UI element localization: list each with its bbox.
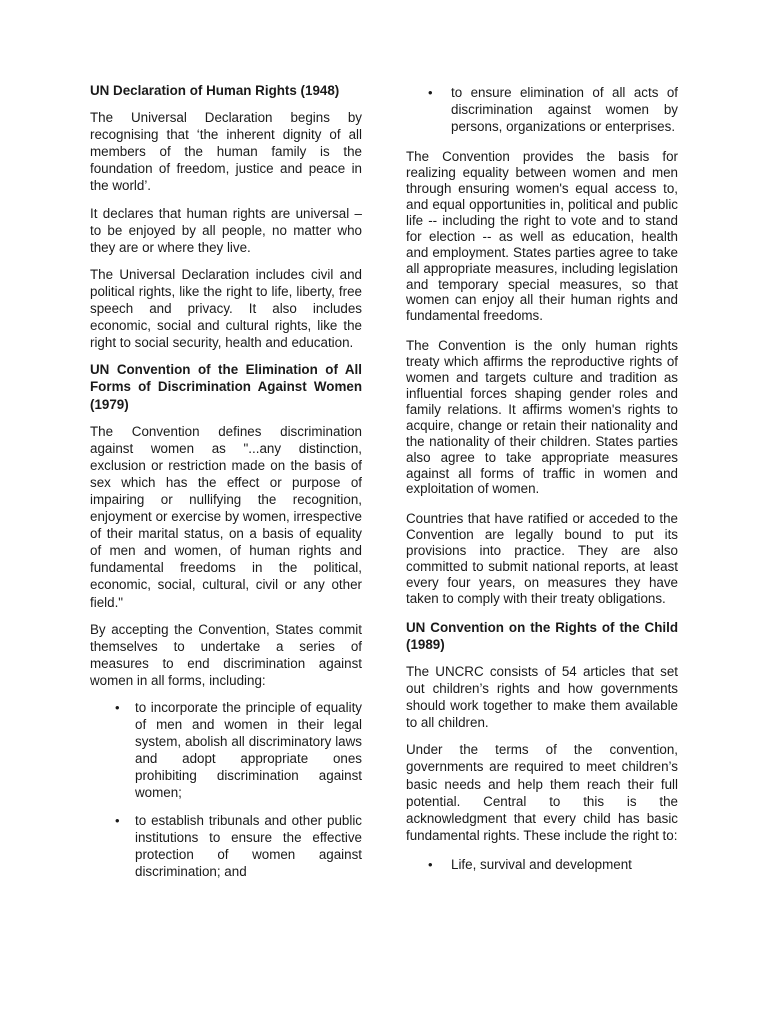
paragraph: The Convention defines discrimination against women as "...any distinction, exclusion or restriction made on the basis of sex which has the effect or purpose of impairing or nullifying the recognition, enjoyment or exercise by women, irrespective of their marital status, on a basis of equality of men and women, of human rights and fundamental freedoms in the political, economic, social, cultural, civil or any other field."	[90, 423, 362, 610]
bullet-icon: •	[115, 700, 120, 715]
heading-uncrc: UN Convention on the Rights of the Child (1989)	[406, 619, 678, 652]
list-item	[90, 812, 362, 880]
bullet-list	[90, 699, 362, 880]
left-column	[90, 82, 362, 890]
list-item-text: to ensure elimination of all acts of discrimination against women by persons, organizations or enterprises.	[451, 85, 678, 135]
paragraph: The Convention is the only human rights treaty which affirms the reproductive rights of women and targets culture and tradition as influential forces shaping gender roles and family relations. It affirms women's rights to acquire, change or retain their nationality and the nationality of their children. States parties also agree to take appropriate measures against all forms of traffic in women and exploitation of women.	[406, 338, 678, 497]
paragraph: The Universal Declaration begins by recognising that ‘the inherent dignity of all members of the human family is the foundation of freedom, justice and peace in the world’.	[90, 110, 362, 194]
bullet-icon: •	[115, 812, 120, 828]
paragraph: The Convention provides the basis for realizing equality between women and men through ensuring women's equal access to, and equal opportunities in, political and public life -- including the right to vote and to stand for election -- as well as education, health and employment. States parties agree to take all appropriate measures, including legislation and temporary special measures, so that women can enjoy all their human rights and fundamental freedoms.	[406, 149, 678, 324]
bullet-list	[406, 856, 678, 873]
right-column	[406, 84, 678, 883]
paragraph: The Universal Declaration includes civil and political rights, like the right to life, liberty, free speech and privacy. It also includes economic, social and cultural rights, like the right to social security, health and education.	[90, 266, 362, 351]
list-item	[406, 84, 678, 135]
list-item	[406, 856, 678, 873]
heading-cedaw: UN Convention of the Elimination of All Forms of Discrimination Against Women (1979)	[90, 362, 362, 412]
list-item	[90, 699, 362, 802]
paragraph: By accepting the Convention, States commit themselves to undertake a series of measures to end discrimination against women in all forms, including:	[90, 621, 362, 688]
bullet-list	[406, 84, 678, 135]
paragraph: Under the terms of the convention, governments are required to meet children’s basic needs and help them reach their full potential. Central to this is the acknowledgment that every child has basic fundamental rights. These include the right to:	[406, 742, 678, 843]
paragraph: The UNCRC consists of 54 articles that set out children’s rights and how governments should work together to make them available to all children.	[406, 663, 678, 731]
list-item-text: to incorporate the principle of equality of men and women in their legal system, abolish all discriminatory laws and adopt appropriate ones prohibiting discrimination against women;	[135, 700, 362, 801]
heading-udhr: UN Declaration of Human Rights (1948)	[90, 83, 340, 98]
list-item-text: Life, survival and development	[451, 856, 632, 872]
list-item-text: to establish tribunals and other public institutions to ensure the effective protection of women against discrimination; and	[135, 812, 362, 879]
paragraph: It declares that human rights are universal – to be enjoyed by all people, no matter who they are or where they live.	[90, 205, 362, 255]
paragraph: Countries that have ratified or acceded to the Convention are legally bound to put its provisions into practice. They are also committed to submit national reports, at least every four years, on measures they have taken to comply with their treaty obligations.	[406, 511, 678, 606]
bullet-icon: •	[428, 85, 433, 100]
bullet-icon: •	[428, 856, 433, 872]
